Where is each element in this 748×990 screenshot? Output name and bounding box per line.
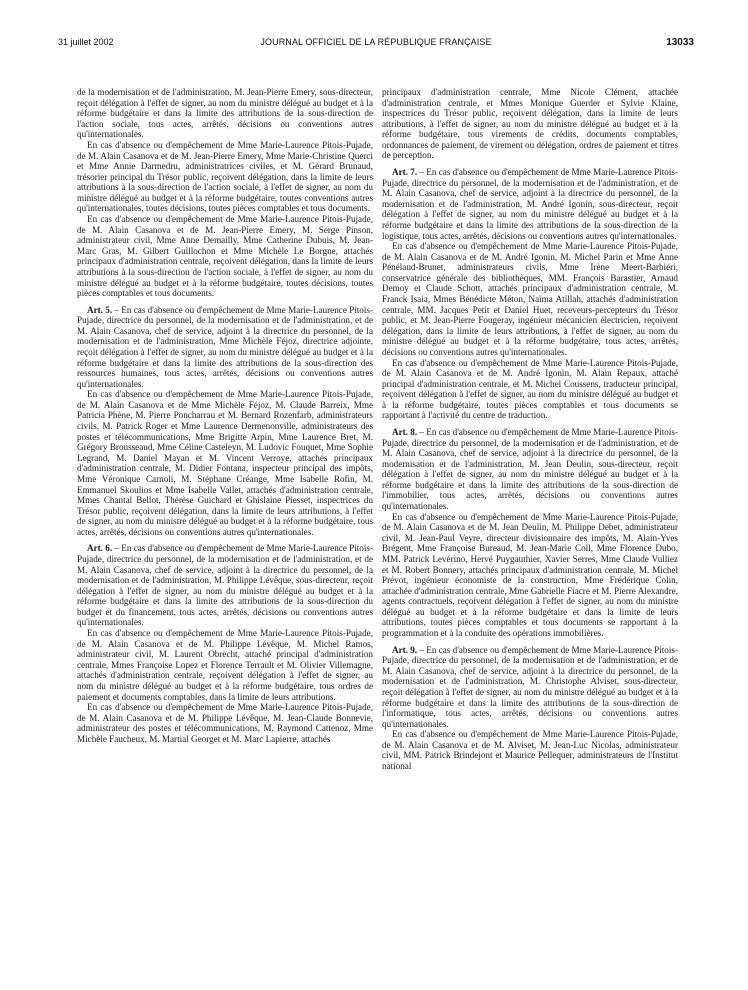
article-label: Art. 7. [392, 167, 418, 178]
page-number: 13033 [666, 37, 694, 48]
paragraph: En cas d'absence ou d'empêchement de Mme Marie-Laurence Pitois-Pujade, de M. Alain Casanova et de M. André Igonin, M. Michel Parin et Mme Anne Pénélaud-Brunet, administrateurs civils, Mme Irène Meert-Barbiéri, conservatrice générale des bibliothèques, MM. François Barastier, Arnaud Demoy et Claude Schott, attachés principaux d'administration centrale, M. Franck Isaia, Mmes Bénédicte Méton, Naïma Atillah, attachés d'administration centrale, MM. Jacques Petit et Daniel Huet, receveurs-percepteurs du Trésor public, et M. Jean-Pierre Fougeray, ingénieur mécanicien électricien, reçoivent délégation, dans la limite de leurs attributions, à l'effet de signer, au nom du ministre délégué au budget et à la réforme budgétaire, tous actes, arrêtés, décisions ou conventions autres qu'internationales. [382, 241, 678, 357]
article-label: Art. 8. [392, 427, 418, 438]
paragraph: En cas d'absence ou d'empêchement de Mme Marie-Laurence Pitois-Pujade, de M. Alain Casanova et de Mme Michèle Féjoz, M. Claude Barreix, Mme Patricia Phène, M. Pierre Poncharrau et M. Bernard Rozenfarb, administrateurs civils, M. Patrick Roger et Mme Laurence Dermenonville, administrateurs des postes et télécommunications, Mme Brigitte Arpin, Mme Laurence Bret, M. Grégory Brousseaud, Mme Céline Casteleyn, M. Ludovic Fouquet, Mme Sophie Legrand, M. Daniel Mayan et M. Vincent Verroye, attachés principaux d'administration centrale, M. Didier Fontana, inspecteur principal des impôts, Mme Véronique Carnoli, M. Stéphane Créange, Mme Isabelle Rofin, M. Emmanuel Skoulios et Mme Isabelle Vallet, attachés d'administration centrale, Mmes Chantal Bellot, Thérèse Guichard et Ghislaine Piesset, inspectrices du Trésor public, reçoivent délégation, dans la limite de leurs attributions, à l'effet de signer, au nom du ministre délégué au budget et à la réforme budgétaire, tous actes, arrêtés, décisions ou conventions autres qu'internationales. [77, 389, 373, 537]
paragraph: En cas d'absence ou d'empêchement de Mme Marie-Laurence Pitois-Pujade, de M. Alain Casanova et de M. André Igonin, M. Alain Repaux, attaché principal d'administration centrale, et M. Michel Coussens, traducteur principal, reçoivent délégation à l'effet de signer, au nom du ministre délégué au budget et à la réforme budgétaire, toutes pièces comptables et tous documents se rapportant à l'activité du centre de traduction. [382, 357, 678, 421]
article-label: Art. 5. [87, 304, 113, 315]
article-paragraph [77, 543, 373, 628]
article-text: – En cas d'absence ou d'empêchement de Mme Marie-Laurence Pitois-Pujade, directrice du personnel, de la modernisation et de l'administration, et de M. Alain Casanova, chef de service, adjoint à la directrice du personnel, de la modernisation et de l'administration, M. Christophe Alviset, sous-directeur, reçoit délégation à l'effet de signer, au nom du ministre délégué au budget et à la réforme budgétaire et dans la limite des attributions de la sous-direction de l'informatique, tous actes, arrêtés, décisions ou conventions autres qu'internationales. [382, 644, 678, 729]
article-label: Art. 9. [392, 644, 418, 655]
paragraph: En cas d'absence ou d'empêchement de Mme Marie-Laurence Pitois-Pujade, de M. Alain Casanova et de M. Philippe Lévêque, M. Jean-Claude Bonnevie, administrateur des postes et télécommunications, M. Raymond Cattenoz, Mme Michèle Faucheux, M. Martial Georget et M. Marc Lapierre, attachés [77, 702, 373, 744]
article-paragraph [382, 427, 678, 512]
left-column [77, 87, 373, 745]
issue-date: 31 juillet 2002 [58, 37, 114, 47]
article-paragraph [382, 645, 678, 730]
paragraph: En cas d'absence ou d'empêchement de Mme Marie-Laurence Pitois-Pujade, de M. Alain Casanova et de M. Alviset, M. Jean-Luc Nicolas, administrateur civil, MM. Patrick Brindejont et Maurice Pellequer, administrateurs de l'Institut national [382, 729, 678, 772]
right-column [382, 87, 678, 772]
article-text: – En cas d'absence ou d'empêchement de Mme Marie-Laurence Pitois-Pujade, directrice du personnel, de la modernisation et de l'administration, et de M. Alain Casanova, chef de service, adjoint à la directrice du personnel, de la modernisation et de l'administration, M. André Igonin, sous-directeur, reçoit délégation à l'effet de signer, au nom du ministre délégué au budget et à la réforme budgétaire et dans la limite des attributions de la sous-direction de la logistique, tous actes, arrêtés, décisions ou conventions autres qu'internationales. [382, 167, 678, 241]
paragraph: En cas d'absence ou d'empêchement de Mme Marie-Laurence Pitois-Pujade, de M. Alain Casanova et de M. Jean Deulin, M. Philippe Debet, administrateur civil, M. Jean-Paul Veyre, directeur divisionnaire des impôts, M. Alain-Yves Brégent, Mme Françoise Bureaud, M. Jean-Marie Coll, Mme Florence Dubo, MM. Patrick Levérino, Hervé Puygauthier, Xavier Serres, Mme Claude Vulliez et M. Robert Bonnery, attachés principaux d'administration centrale, M. Michel Prévot, ingénieur économiste de la construction, Mme Frédérique Colin, attachée d'administration centrale, Mme Gabrielle Fiacre et M. Pierre Alexandre, agents contractuels, reçoivent délégation à l'effet de signer, au nom du ministre délégué au budget et à la réforme budgétaire et dans la limite de leurs attributions, toutes pièces comptables et tous documents se rapportant à la programmation et à la conduite des opérations immobilières. [382, 511, 678, 639]
paragraph: En cas d'absence ou d'empêchement de Mme Marie-Laurence Pitois-Pujade, de M. Alain Casanova et de M. Jean-Pierre Emery, Mme Marie-Christine Querci et Mme Annie Darmedru, administratrices civiles, et M. Gérard Brunaud, trésorier principal du Trésor public, reçoivent délégation, dans la limite de leurs attributions à la sous-direction de l'action sociale, à l'effet de signer, au nom du ministre délégué au budget et à la réforme budgétaire, toutes conventions autres qu'internationales, toutes décisions, toutes pièces comptables et tous documents. [77, 139, 373, 214]
article-text: – En cas d'absence ou d'empêchement de Mme Marie-Laurence Pitois-Pujade, directrice du personnel, de la modernisation et de l'administration, et de M. Alain Casanova, chef de service, adjoint à la directrice du personnel, de la modernisation et de l'administration, M. Philippe Lévêque, sous-directeur, reçoit délégation à l'effet de signer, au nom du ministre délégué au budget et à la réforme budgétaire et dans la limite des attributions de la sous-direction du budget et du financement, tous actes, arrêtés, décisions ou conventions autres qu'internationales. [77, 543, 373, 628]
page-header [58, 37, 694, 51]
article-label: Art. 6. [87, 543, 113, 554]
article-text: – En cas d'absence ou d'empêchement de Mme Marie-Laurence Pitois-Pujade, directrice du personnel, de la modernisation et de l'administration, et de M. Alain Casanova, chef de service, adjoint à la directrice du personnel, de la modernisation et de l'administration, M. Jean Deulin, sous-directeur, reçoit délégation à l'effet de signer, au nom du ministre délégué au budget et à la réforme budgétaire et dans la limite des attributions de la sous-direction de l'immobilier, tous actes, arrêtés, décisions ou conventions autres qu'internationales. [382, 427, 678, 512]
paragraph: de la modernisation et de l'administration, M. Jean-Pierre Emery, sous-directeur, reçoit délégation à l'effet de signer, au nom du ministre délégué au budget et à la réforme budgétaire et dans la limite des attributions de la sous-direction de l'action sociale, tous actes, arrêtés, décisions ou conventions autres qu'internationales. [77, 87, 373, 140]
paragraph: principaux d'administration centrale, Mme Nicole Clément, attachée d'administration centrale, et Mmes Monique Guerder et Sylvie Klaine, inspectrices du Trésor public, reçoivent délégation, dans la limite de leurs attributions, à l'effet de signer, au nom du ministre délégué au budget et à la réforme budgétaire, tous virements de crédits, documents comptables, ordonnances de paiement, de virement ou délégation, ordres de paiement et titres de perception. [382, 87, 678, 161]
paragraph: En cas d'absence ou d'empêchement de Mme Marie-Laurence Pitois-Pujade, de M. Alain Casanova et de M. Philippe Lévêque, M. Michel Ramos, administrateur civil, M. Laurent Obrecht, attaché principal d'administration centrale, Mmes Françoise Lopez et Florence Terrault et M. Olivier Villemagne, attachés d'administration centrale, reçoivent délégation à l'effet de signer, au nom du ministre délégué au budget et à la réforme budgétaire, tous ordres de paiement et documents comptables, dans la limite de leurs attributions. [77, 628, 373, 702]
article-text: – En cas d'absence ou d'empêchement de Mme Marie-Laurence Pitois-Pujade, directrice du personnel, de la modernisation et de l'administration, et de M. Alain Casanova, chef de service, adjoint à la directrice du personnel, de la modernisation et de l'administration, Mme Michèle Féjoz, directrice adjointe, reçoit délégation à l'effet de signer, au nom du ministre délégué au budget et à la réforme budgétaire et dans la limite des attributions de la sous-direction des ressources humaines, tous actes, arrêtés, décisions ou conventions autres qu'internationales. [77, 304, 373, 389]
article-paragraph [77, 305, 373, 390]
journal-title: JOURNAL OFFICIEL DE LA RÉPUBLIQUE FRANÇAISE [260, 37, 492, 47]
paragraph: En cas d'absence ou d'empêchement de Mme Marie-Laurence Pitois-Pujade, de M. Alain Casanova et de M. Jean-Pierre Emery, M. Serge Pinson, administrateur civil, Mme Anne Demailly, Mme Catherine Dubuis, M. Jean-Marc Gras, M. Gilbert Guillochon et Mme Michèle Le Borgne, attachés principaux d'administration centrale, reçoivent délégation, dans la limite de leurs attributions à la sous-direction de l'action sociale, à l'effet de signer, au nom du ministre délégué au budget et à la réforme budgétaire, toutes décisions, toutes pièces comptables et tous documents. [77, 214, 373, 299]
article-paragraph [382, 167, 678, 241]
